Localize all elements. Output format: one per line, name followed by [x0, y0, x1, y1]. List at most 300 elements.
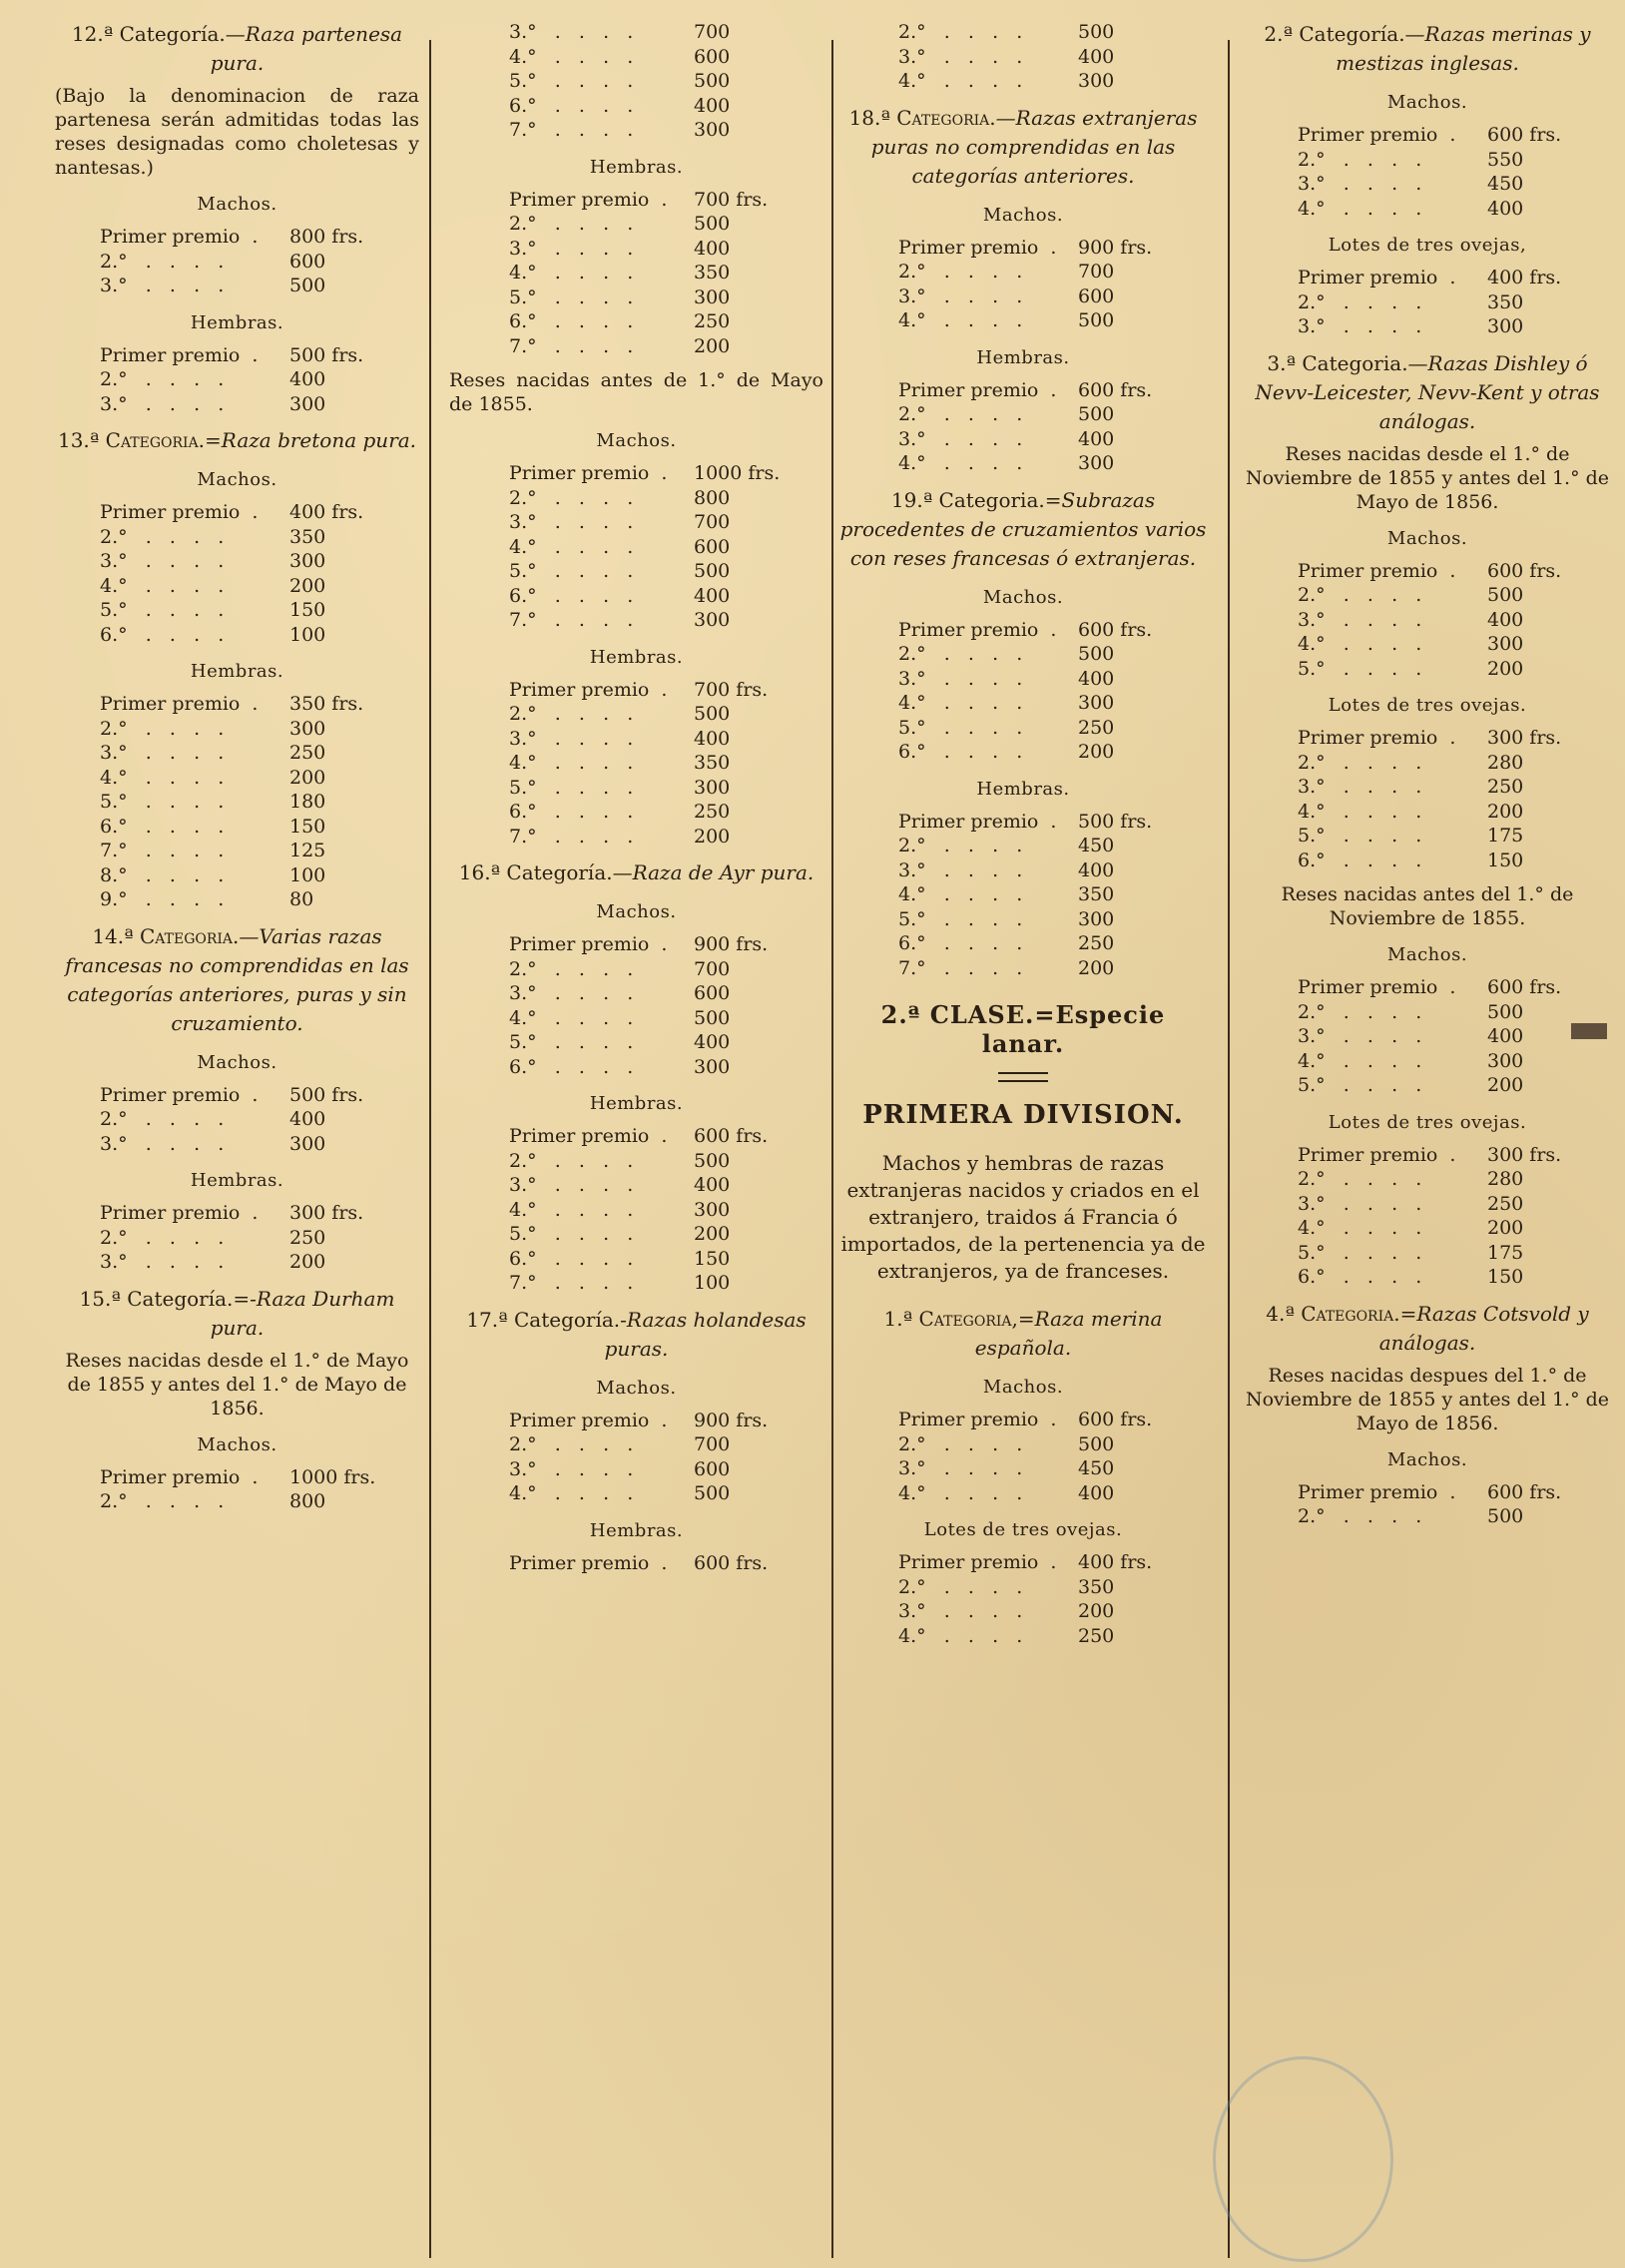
section-label: Lotes de tres ovejas, — [1328, 235, 1527, 256]
prize-row — [1298, 1192, 1597, 1217]
prize-rank: Primer premio . — [509, 1409, 668, 1431]
prize-list — [1238, 1480, 1617, 1529]
category-subtitle: =-Raza Durham pura. — [210, 1286, 395, 1340]
prize-row — [898, 740, 1188, 765]
prize-amount: 300 — [1078, 692, 1115, 714]
prize-row — [898, 260, 1188, 284]
prize-list — [1238, 123, 1617, 221]
prize-amount: 400 — [1078, 1481, 1115, 1504]
prize-row — [100, 717, 399, 742]
prize-row — [509, 1432, 804, 1457]
prize-amount: 125 — [289, 840, 326, 861]
prize-rank: 6.° . . . . — [509, 584, 634, 607]
prize-rank: 3.° . . . . — [1298, 173, 1422, 195]
prize-amount: 500 — [694, 1149, 731, 1172]
prize-row — [898, 427, 1188, 452]
prize-amount: 500 — [1078, 21, 1115, 43]
prize-rank: 5.° . . . . — [509, 1223, 634, 1245]
prize-row — [509, 727, 804, 752]
prize-rank: 2.° . . . . — [100, 1108, 225, 1130]
prize-rank: 3.° . . . . — [1298, 608, 1422, 631]
prize-rank: 2.° . . . . — [100, 250, 225, 273]
prize-rank: 7.° . . . . — [509, 825, 634, 848]
prize-row — [100, 1132, 399, 1157]
prize-row — [898, 1432, 1188, 1457]
section-label: Machos. — [596, 901, 677, 922]
section-label: Hembras. — [976, 778, 1070, 800]
prize-row — [1298, 824, 1597, 849]
prize-list — [449, 1551, 823, 1576]
category-heading — [449, 858, 823, 887]
section-label: Hembras. — [589, 646, 684, 668]
prize-list — [838, 20, 1208, 94]
category-heading — [838, 486, 1208, 573]
prize-amount: 400 — [1078, 45, 1115, 68]
prize-amount: 500 — [694, 560, 731, 582]
prize-rank: 3.° . . . . — [1298, 1192, 1422, 1215]
prize-row — [509, 608, 804, 633]
prize-amount: 150 — [694, 1247, 731, 1270]
prize-row — [100, 225, 399, 250]
prize-rank: 4.° . . . . — [898, 1624, 1023, 1647]
prize-amount: 300 — [694, 285, 731, 308]
prize-row — [509, 1030, 804, 1055]
prize-amount: 300 — [694, 119, 731, 141]
column-rule — [831, 40, 833, 2258]
prize-amount: 200 — [694, 334, 731, 357]
prize-row — [509, 334, 804, 359]
prize-amount: 250 — [694, 310, 731, 332]
prize-row — [898, 1456, 1188, 1481]
class-heading: 2.ª CLASE.=Especie lanar. — [880, 1000, 1166, 1058]
prize-row — [898, 1481, 1188, 1506]
prize-rank: 3.° . . . . — [100, 742, 225, 764]
prize-row — [100, 741, 399, 766]
prize-rank: 5.° . . . . — [509, 560, 634, 582]
prize-amount: 175 — [1487, 825, 1524, 847]
prize-rank: 3.° . . . . — [100, 1251, 225, 1273]
prize-row — [100, 574, 399, 599]
category-heading — [1238, 1300, 1617, 1358]
prize-list — [1238, 266, 1617, 339]
prize-row — [898, 69, 1188, 94]
prize-rank: 6.° . . . . — [1298, 849, 1422, 871]
prize-row — [509, 1457, 804, 1482]
prize-amount: 500 — [289, 275, 326, 296]
prize-rank: Primer premio . — [898, 1551, 1057, 1573]
prize-rank: 3.° . . . . — [509, 982, 634, 1004]
section-label: Machos. — [1386, 1448, 1468, 1470]
prize-row — [898, 1624, 1188, 1649]
prize-row — [509, 825, 804, 850]
category-note: Reses nacidas desde el 1.° de Mayo de 1855 y antes del 1.° de Mayo de 1856. — [65, 1349, 409, 1419]
prize-row — [1298, 123, 1597, 148]
prize-rank: 3.° . . . . — [509, 511, 634, 533]
column-3 — [838, 0, 1208, 2268]
prize-row — [1298, 1167, 1597, 1192]
prize-amount: 600 — [694, 535, 731, 558]
prize-row — [898, 907, 1188, 932]
category-title: 1.ª Categoria, — [883, 1307, 1018, 1331]
section-label: Hembras. — [190, 311, 284, 333]
prize-list — [449, 678, 823, 850]
prize-list — [55, 1083, 419, 1157]
prize-row — [100, 766, 399, 791]
category-heading — [55, 922, 419, 1038]
prize-list — [838, 378, 1208, 476]
prize-rank: 6.° . . . . — [898, 741, 1023, 763]
prize-rank: Primer premio . — [1298, 1480, 1456, 1503]
prize-row — [509, 1409, 804, 1433]
prize-row — [1298, 775, 1597, 800]
prize-row — [509, 800, 804, 825]
prize-amount: 250 — [289, 742, 326, 764]
category-heading — [55, 426, 419, 455]
prize-row — [898, 691, 1188, 716]
prize-rank: 7.° . . . . — [100, 840, 225, 861]
prize-rank: 2.° . . . . — [1298, 1168, 1422, 1190]
prize-row — [100, 598, 399, 623]
prize-amount: 300 — [1078, 452, 1115, 474]
prize-row — [100, 790, 399, 815]
prize-row — [100, 392, 399, 417]
prize-amount: 250 — [1078, 716, 1115, 739]
prize-amount: 700 — [694, 957, 731, 980]
prize-amount: 350 — [289, 525, 326, 548]
prize-rank: 6.° . . . . — [100, 623, 225, 646]
prize-rank: Primer premio . — [1298, 1143, 1456, 1166]
prize-row — [898, 45, 1188, 70]
prize-amount: 600 — [289, 250, 326, 273]
prize-rank: 2.° . . . . — [1298, 290, 1422, 313]
category-subtitle: =Raza bretona pura. — [205, 428, 417, 452]
prize-row — [898, 20, 1188, 45]
category-subtitle: —Razas Dishley ó Nevv-Leicester, Nevv-Kent y otras análogas. — [1255, 350, 1600, 433]
prize-list — [449, 188, 823, 359]
category-title: 14.ª Categoria. — [92, 923, 240, 948]
prize-amount: 400 — [694, 727, 731, 750]
prize-row — [509, 1124, 804, 1149]
prize-row — [100, 1201, 399, 1226]
prize-rank: 4.° . . . . — [898, 70, 1023, 92]
prize-amount: 300 frs. — [289, 1202, 364, 1224]
prize-row — [100, 692, 399, 717]
prize-amount: 250 — [1078, 1624, 1115, 1647]
prize-list — [838, 618, 1208, 765]
column-4 — [1238, 0, 1617, 2268]
prize-row — [509, 237, 804, 262]
prize-row — [509, 510, 804, 535]
prize-rank: 2.° . . . . — [898, 835, 1023, 856]
prize-row — [898, 1408, 1188, 1432]
prize-row — [509, 1222, 804, 1247]
prize-row — [509, 776, 804, 801]
prize-rank: 7.° . . . . — [509, 609, 634, 631]
prize-amount: 1000 frs. — [694, 462, 781, 484]
category-note: Reses nacidas desde el 1.° de Noviembre de 1855 y antes del 1.° de Mayo de 1856. — [1245, 442, 1610, 513]
prize-row — [1298, 1073, 1597, 1098]
prize-row — [100, 839, 399, 863]
prize-row — [898, 716, 1188, 741]
prize-list — [449, 932, 823, 1079]
category-heading — [838, 1305, 1208, 1363]
prize-row — [1298, 975, 1597, 1000]
prize-rank: 2.° . . . . — [898, 643, 1023, 665]
prize-rank: Primer premio . — [100, 343, 259, 366]
prize-rank: 3.° . . . . — [898, 45, 1023, 68]
prize-row — [100, 1465, 399, 1490]
prize-amount: 250 — [694, 801, 731, 823]
prize-amount: 80 — [289, 888, 314, 910]
prize-row — [898, 308, 1188, 333]
prize-row — [898, 1599, 1188, 1624]
category-title: 17.ª Categoría. — [466, 1307, 621, 1332]
prize-rank: Primer premio . — [1298, 976, 1456, 998]
prize-rank: 4.° . . . . — [1298, 1217, 1422, 1239]
section-label: Machos. — [596, 430, 677, 451]
prize-row — [509, 1198, 804, 1223]
prize-rank: 4.° . . . . — [1298, 197, 1422, 220]
prize-rank: 2.° . . . . — [898, 21, 1023, 43]
column-rule — [429, 40, 431, 2258]
prize-row — [509, 1551, 804, 1576]
prize-rank: Primer premio . — [898, 1409, 1057, 1430]
section-label: Machos. — [982, 586, 1064, 608]
prize-rank: 5.° . . . . — [100, 599, 225, 621]
prize-rank: 2.° . . . . — [1298, 584, 1422, 606]
prize-rank: Primer premio . — [509, 462, 668, 484]
prize-rank: 2.° . . . . — [898, 403, 1023, 425]
prize-rank: 2.° . . . . — [100, 368, 225, 390]
prize-amount: 400 frs. — [1078, 1551, 1153, 1573]
prize-amount: 800 — [694, 486, 731, 509]
prize-amount: 500 frs. — [289, 343, 364, 366]
prize-rank: 9.° . . . . — [100, 888, 225, 910]
prize-amount: 600 — [1078, 284, 1115, 307]
prize-row — [100, 1226, 399, 1251]
prize-amount: 450 — [1487, 173, 1524, 195]
prize-rank: Primer premio . — [100, 1465, 259, 1488]
prize-rank: 2.° . . . . — [1298, 1000, 1422, 1023]
prize-rank: 3.° . . . . — [1298, 315, 1422, 337]
prize-rank: 2.° . . . . — [898, 1432, 1023, 1455]
prize-amount: 150 — [289, 599, 326, 621]
prize-amount: 400 — [694, 1174, 731, 1196]
prize-rank: 3.° . . . . — [898, 284, 1023, 307]
prize-rank: 2.° . . . . — [1298, 1505, 1422, 1527]
prize-amount: 300 — [1487, 633, 1524, 655]
prize-row — [509, 118, 804, 143]
prize-amount: 350 frs. — [289, 693, 364, 715]
prize-row — [898, 236, 1188, 261]
prize-row — [1298, 849, 1597, 873]
prize-amount: 200 — [1078, 741, 1115, 763]
prize-rank: 5.° . . . . — [898, 907, 1023, 930]
prize-amount: 500 — [694, 213, 731, 235]
prize-rank: 2.° . . . . — [509, 486, 634, 509]
prize-list — [1238, 726, 1617, 872]
prize-rank: 6.° . . . . — [509, 1247, 634, 1270]
prize-amount: 500 — [694, 70, 731, 92]
prize-row — [100, 1083, 399, 1108]
prize-amount: 150 — [1487, 849, 1524, 871]
prize-row — [509, 212, 804, 237]
prize-row — [509, 1173, 804, 1198]
prize-amount: 350 — [1078, 883, 1115, 905]
prize-row — [509, 559, 804, 584]
prize-rank: 6.° . . . . — [100, 815, 225, 838]
prize-row — [898, 1550, 1188, 1575]
category-subtitle: —Razas extranjeras puras no comprendidas en las categorías anteriores. — [870, 105, 1198, 188]
prize-row — [509, 932, 804, 957]
prize-amount: 280 — [1487, 751, 1524, 774]
prize-amount: 500 — [1487, 1000, 1524, 1023]
prize-row — [898, 956, 1188, 981]
prize-rank: 3.° . . . . — [898, 858, 1023, 881]
prize-rank: Primer premio . — [898, 236, 1057, 259]
prize-amount: 600 frs. — [1078, 618, 1153, 641]
prize-row — [898, 378, 1188, 403]
prize-rank: 2.° . . . . — [100, 525, 225, 548]
prize-amount: 400 — [1078, 858, 1115, 881]
prize-rank: 5.° . . . . — [1298, 1074, 1422, 1096]
category-title: 13.ª Categoria. — [57, 428, 206, 452]
prize-row — [509, 1149, 804, 1174]
category-subtitle: =Subrazas procedentes de cruzamientos varios con reses francesas ó extranjeras. — [839, 487, 1207, 570]
prize-amount: 200 — [289, 1251, 326, 1273]
prize-amount: 500 — [694, 1482, 731, 1504]
printer-mark-icon — [1571, 1023, 1607, 1039]
prize-row — [898, 667, 1188, 692]
section-label: Machos. — [197, 469, 277, 490]
prize-amount: 700 frs. — [694, 188, 769, 211]
prize-amount: 600 frs. — [1487, 559, 1562, 582]
prize-amount: 400 frs. — [1487, 267, 1562, 288]
prize-amount: 600 frs. — [1487, 976, 1562, 998]
prize-rank: 4.° . . . . — [898, 452, 1023, 474]
prize-row — [100, 549, 399, 574]
prize-rank: Primer premio . — [100, 693, 259, 715]
prize-amount: 200 — [694, 825, 731, 848]
prize-amount: 300 — [289, 392, 326, 415]
prize-amount: 600 frs. — [1078, 378, 1153, 401]
prize-rank: 3.° . . . . — [100, 275, 225, 296]
prize-rank: 3.° . . . . — [898, 667, 1023, 690]
prize-row — [898, 402, 1188, 427]
prize-rank: 3.° . . . . — [898, 1457, 1023, 1479]
prize-row — [509, 1247, 804, 1272]
prize-rank: 5.° . . . . — [1298, 1241, 1422, 1264]
category-title: 2.ª Categoría. — [1264, 22, 1405, 46]
prize-row — [1298, 197, 1597, 222]
category-subtitle: —Raza de Ayr pura. — [612, 860, 814, 884]
prize-row — [509, 188, 804, 213]
prize-rank: 4.° . . . . — [509, 535, 634, 558]
prize-amount: 400 — [694, 1031, 731, 1053]
prize-rank: 2.° . . . . — [1298, 751, 1422, 774]
category-note: Reses nacidas antes del 1.° de Noviembre de 1855. — [1281, 883, 1574, 929]
prize-row — [509, 957, 804, 982]
column-2 — [449, 0, 823, 2268]
prize-amount: 600 frs. — [1078, 1409, 1153, 1430]
prize-row — [100, 367, 399, 392]
section-label: Lotes de tres ovejas. — [1328, 695, 1527, 716]
prize-rank: 7.° . . . . — [509, 334, 634, 357]
prize-amount: 900 frs. — [694, 933, 769, 955]
prize-rank: 5.° . . . . — [509, 70, 634, 92]
prize-amount: 100 — [694, 1272, 731, 1294]
prize-amount: 150 — [289, 815, 326, 838]
prize-amount: 200 — [1487, 800, 1524, 823]
prize-amount: 500 — [694, 703, 731, 725]
category-subtitle: —Raza partenesa pura. — [210, 22, 403, 75]
prize-rank: Primer premio . — [898, 618, 1057, 641]
prize-row — [509, 981, 804, 1006]
prize-amount: 300 frs. — [1487, 1143, 1562, 1166]
section-label: Hembras. — [976, 346, 1070, 368]
prize-row — [1298, 583, 1597, 608]
prize-row — [1298, 1143, 1597, 1168]
prize-amount: 1000 frs. — [289, 1465, 376, 1488]
prize-amount: 400 — [694, 584, 731, 607]
prize-amount: 300 — [1487, 1049, 1524, 1072]
prize-row — [509, 1481, 804, 1506]
prize-rank: 4.° . . . . — [100, 766, 225, 789]
category-title: 12.ª Categoría. — [71, 22, 226, 46]
prize-amount: 400 frs. — [289, 501, 364, 523]
prize-rank: 6.° . . . . — [509, 310, 634, 332]
prize-list — [449, 1124, 823, 1296]
section-label: Hembras. — [190, 661, 284, 682]
prize-row — [509, 285, 804, 310]
category-note: Reses nacidas antes de 1.° de Mayo de 1855. — [449, 369, 823, 415]
prize-rank: 3.° . . . . — [100, 550, 225, 572]
prize-rank: 5.° . . . . — [509, 1031, 634, 1053]
prize-amount: 200 — [1078, 956, 1115, 979]
section-label: Machos. — [596, 1377, 677, 1399]
prize-row — [509, 20, 804, 45]
prize-row — [509, 535, 804, 560]
prize-amount: 600 frs. — [1487, 124, 1562, 146]
prize-rank: 4.° . . . . — [509, 1482, 634, 1504]
prize-rank: Primer premio . — [1298, 124, 1456, 146]
category-note: Reses nacidas despues del 1.° de Noviembre de 1855 y antes del 1.° de Mayo de 1856. — [1245, 1364, 1610, 1434]
prize-row — [1298, 266, 1597, 290]
prize-row — [1298, 1000, 1597, 1025]
prize-amount: 350 — [694, 752, 731, 774]
division-heading: PRIMERA DIVISION. — [862, 1100, 1184, 1130]
section-label: Machos. — [197, 1433, 277, 1455]
prize-rank: 3.° . . . . — [1298, 1025, 1422, 1047]
prize-rank: 2.° . . . . — [100, 1490, 225, 1512]
prize-list — [55, 1465, 419, 1514]
prize-row — [509, 751, 804, 776]
section-label: Hembras. — [589, 1519, 684, 1541]
prize-rank: 2.° . . . . — [100, 1226, 225, 1249]
prize-amount: 300 — [1078, 907, 1115, 930]
prize-rank: 6.° . . . . — [509, 94, 634, 117]
category-subtitle: =Raza merina española. — [974, 1307, 1163, 1360]
prize-amount: 300 — [289, 550, 326, 572]
category-heading — [1238, 349, 1617, 436]
prize-row — [1298, 657, 1597, 682]
prize-amount: 350 — [1487, 290, 1524, 313]
prize-rank: Primer premio . — [1298, 267, 1456, 288]
prize-amount: 300 — [289, 717, 326, 740]
column-1 — [55, 0, 419, 2268]
prize-rank: 4.° . . . . — [509, 45, 634, 68]
prize-row — [1298, 800, 1597, 825]
